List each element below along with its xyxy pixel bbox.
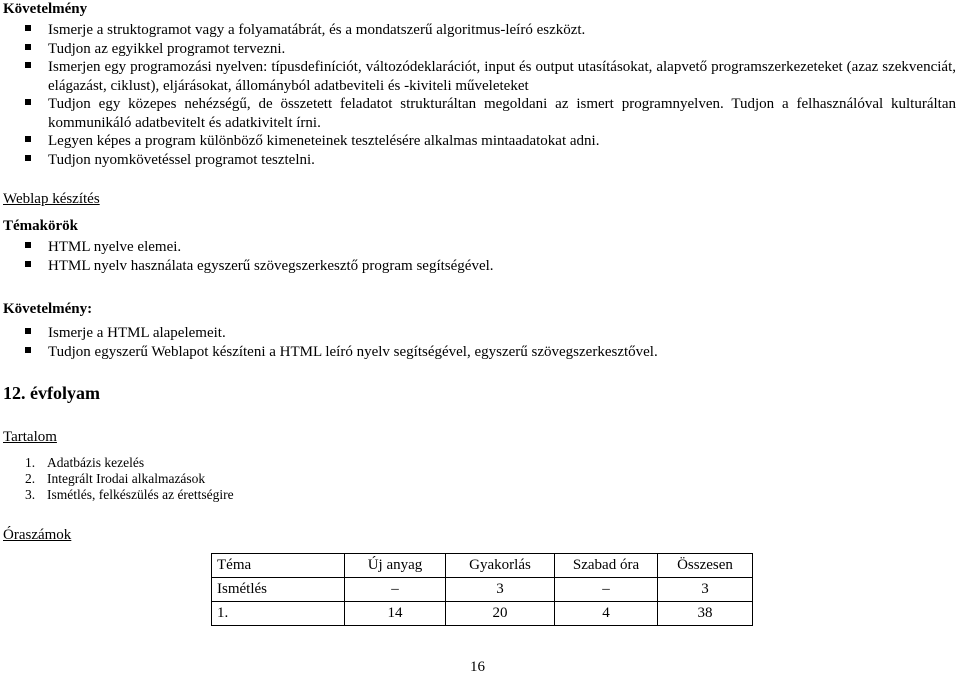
square-bullet-icon	[25, 261, 31, 267]
list-item: Ismerje a HTML alapelemeit.	[0, 324, 960, 343]
table-header-cell: Új anyag	[345, 554, 446, 578]
table-cell: –	[555, 578, 658, 602]
heading-temakorok: Témakörök	[3, 218, 78, 234]
square-bullet-icon	[25, 155, 31, 161]
list-item: 3. Ismétlés, felkészülés az érettségire	[25, 487, 234, 502]
heading-kovetelmeny: Követelmény	[3, 1, 88, 17]
list-item: Ismerje a struktogramot vagy a folyamatábrát, és a mondatszerű algoritmus-leíró eszközt.	[0, 21, 960, 40]
weblap-title: Weblap készítés	[3, 191, 100, 207]
page-number: 16	[470, 659, 485, 675]
tartalom-title: Tartalom	[3, 429, 57, 445]
table-cell: 1.	[212, 602, 345, 626]
square-bullet-icon	[25, 62, 31, 68]
table-header-row	[212, 554, 753, 578]
table-cell: 3	[658, 578, 753, 602]
table-header-cell: Összesen	[658, 554, 753, 578]
list-item: Tudjon egyszerű Weblapot készíteni a HTML leíró nyelv segítségével, egyszerű szövegszerkesztővel.	[0, 343, 960, 362]
table-cell: 14	[345, 602, 446, 626]
square-bullet-icon	[25, 25, 31, 31]
weblap-requirement-list	[0, 324, 960, 361]
table-header-cell: Téma	[212, 554, 345, 578]
hours-table	[211, 553, 753, 626]
table-cell: –	[345, 578, 446, 602]
square-bullet-icon	[25, 44, 31, 50]
list-item: Tudjon egy közepes nehézségű, de összetett feladatot strukturáltan megoldani az ismert programnyelven. Tudjon a felhasználóval kulturáltan kommunikáló adatbevitelt és adatkivitelt írni.	[0, 95, 960, 132]
table-cell: 38	[658, 602, 753, 626]
list-item: Legyen képes a program különböző kimeneteinek tesztelésére alkalmas mintaadatokat adni.	[0, 132, 960, 151]
square-bullet-icon	[25, 242, 31, 248]
list-item: HTML nyelv használata egyszerű szövegszerkesztő program segítségével.	[0, 257, 960, 276]
square-bullet-icon	[25, 347, 31, 353]
table-header-cell: Gyakorlás	[446, 554, 555, 578]
table-cell: 3	[446, 578, 555, 602]
table-cell: Ismétlés	[212, 578, 345, 602]
table-cell: 4	[555, 602, 658, 626]
table-row	[212, 602, 753, 626]
topics-list	[0, 238, 960, 275]
table-cell: 20	[446, 602, 555, 626]
list-item: Tudjon nyomkövetéssel programot tesztelni.	[0, 151, 960, 170]
table-row	[212, 578, 753, 602]
requirement-list	[0, 21, 960, 169]
heading-kovetelmeny-2: Követelmény:	[3, 301, 93, 317]
list-item: 1. Adatbázis kezelés	[25, 455, 145, 470]
oraszamok-title: Óraszámok	[3, 527, 72, 543]
heading-12-evfolyam: 12. évfolyam	[3, 383, 100, 403]
list-item: Ismerjen egy programozási nyelven: típusdefiníciót, változódeklarációt, input és output utasításokat, alapvető programszerkezeteket (azaz szekvenciát, elágazást, ciklust), eljárásokat, állományból adatbeviteli és -kiviteli műveleteket	[0, 58, 960, 95]
list-item: Tudjon az egyikkel programot tervezni.	[0, 40, 960, 59]
content-list	[25, 455, 234, 503]
list-item: HTML nyelve elemei.	[0, 238, 960, 257]
square-bullet-icon	[25, 99, 31, 105]
table-header-cell: Szabad óra	[555, 554, 658, 578]
square-bullet-icon	[25, 136, 31, 142]
square-bullet-icon	[25, 328, 31, 334]
list-item: 2. Integrált Irodai alkalmazások	[25, 471, 206, 486]
